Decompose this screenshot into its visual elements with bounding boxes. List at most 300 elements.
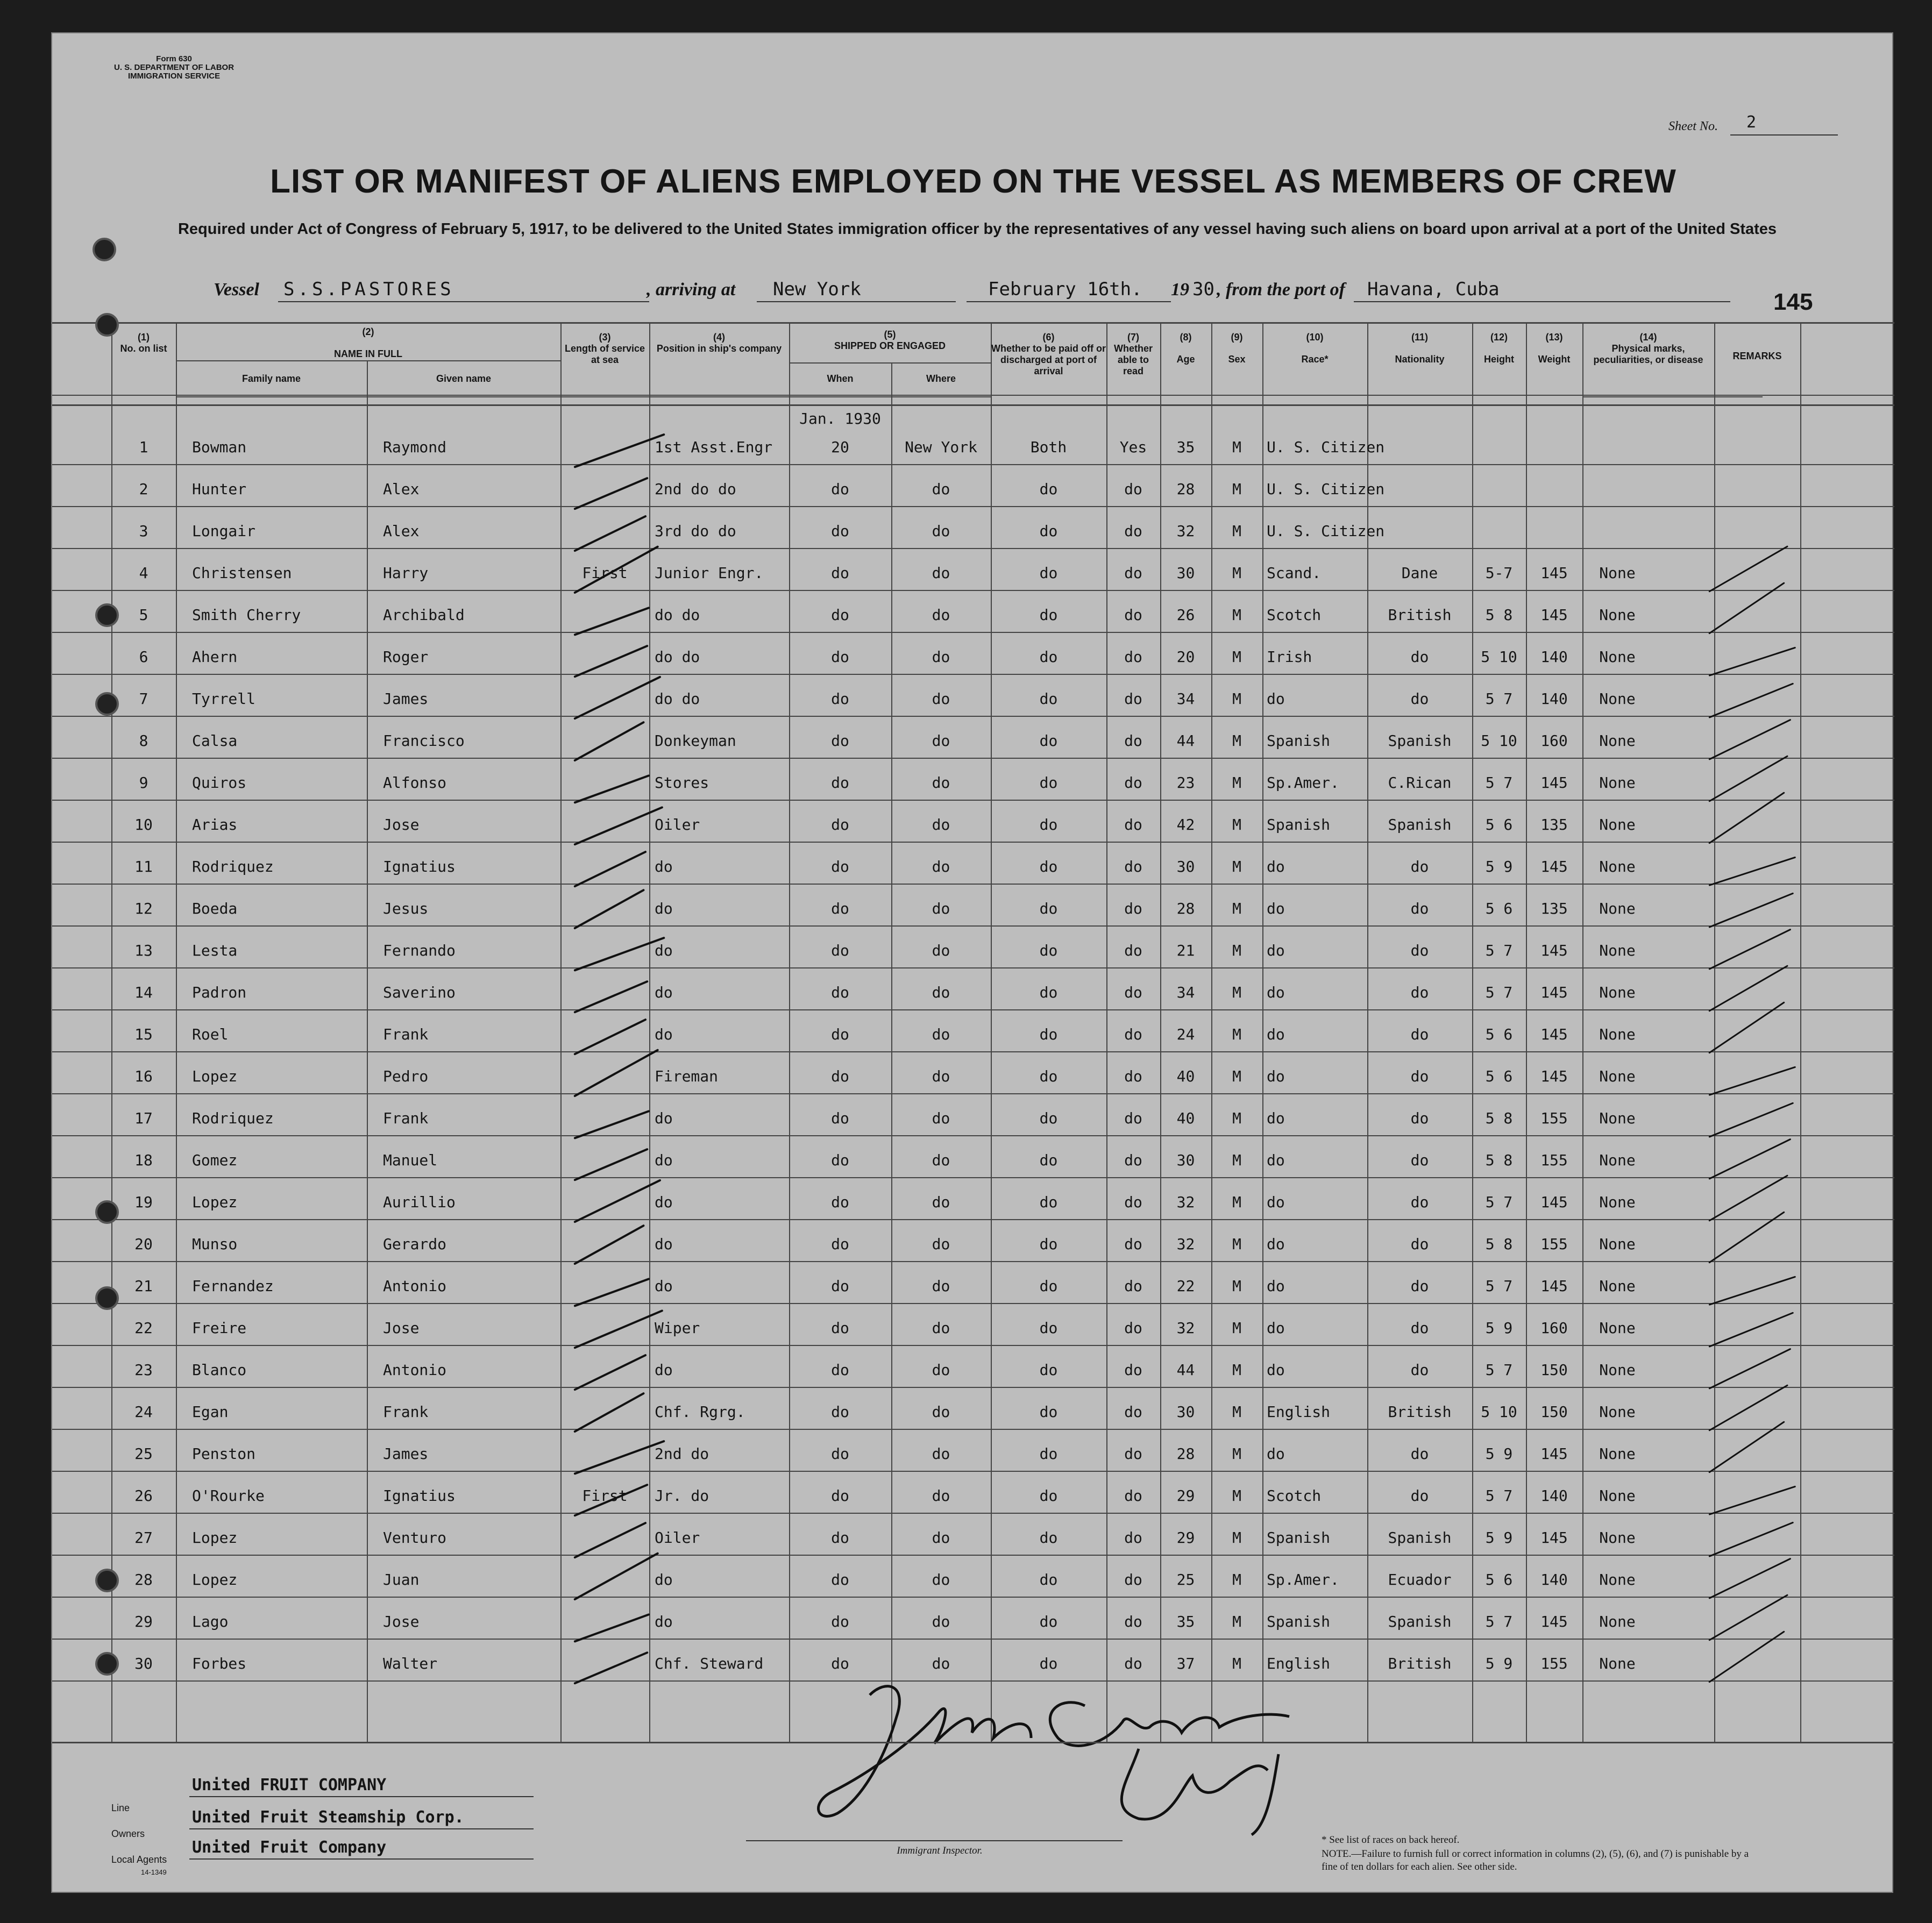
shipped-where: do xyxy=(932,774,950,792)
given-name: Antonio xyxy=(383,1361,447,1379)
row-number: 20 xyxy=(134,1235,153,1253)
race: Spanish xyxy=(1267,816,1331,834)
paid-off: do xyxy=(1039,1319,1058,1337)
position: do xyxy=(655,1361,673,1379)
height: 5-7 xyxy=(1485,564,1513,582)
shipped-where: do xyxy=(932,1025,950,1043)
height: 5 10 xyxy=(1481,1403,1517,1421)
weight: 140 xyxy=(1540,648,1568,666)
age: 32 xyxy=(1176,1235,1195,1253)
check-mark xyxy=(573,980,649,1014)
physical-marks: None xyxy=(1599,1025,1636,1043)
race: do xyxy=(1267,1067,1285,1085)
age: 29 xyxy=(1176,1487,1195,1505)
shipped-when: do xyxy=(831,564,849,582)
given-name: Venturo xyxy=(383,1529,447,1547)
shipped-when: do xyxy=(831,1109,849,1127)
paid-off: do xyxy=(1039,1571,1058,1589)
family-name: Ahern xyxy=(192,648,238,666)
weight: 155 xyxy=(1540,1109,1568,1127)
shipped-where: New York xyxy=(905,438,977,456)
binder-hole xyxy=(93,238,116,261)
col-2-header: (2) NAME IN FULL xyxy=(334,326,402,359)
paid-off: do xyxy=(1039,1109,1058,1127)
race: U. S. Citizen xyxy=(1267,522,1385,540)
shipped-when: do xyxy=(831,816,849,834)
family-name: O'Rourke xyxy=(192,1487,265,1505)
race: Scotch xyxy=(1267,606,1322,624)
weight: 145 xyxy=(1540,1445,1568,1463)
nationality: do xyxy=(1410,1487,1429,1505)
given-name: Juan xyxy=(383,1571,420,1589)
position: Wiper xyxy=(655,1319,700,1337)
name-header-rule xyxy=(176,360,560,361)
shipped-when: do xyxy=(831,1277,849,1295)
local-agents-value: United Fruit Company xyxy=(192,1838,387,1857)
header-double-rule xyxy=(52,404,1894,406)
row-rule xyxy=(52,884,1894,885)
nationality: do xyxy=(1410,1151,1429,1169)
able-to-read: do xyxy=(1124,900,1142,917)
height: 5 10 xyxy=(1481,648,1517,666)
family-name: Gomez xyxy=(192,1151,238,1169)
family-name: Lesta xyxy=(192,942,238,959)
shipped-where: do xyxy=(932,858,950,875)
row-number: 9 xyxy=(139,774,148,792)
check-mark xyxy=(1708,1312,1794,1347)
physical-marks: None xyxy=(1599,1445,1636,1463)
arrival-date: February 16th. xyxy=(988,279,1142,300)
race: do xyxy=(1267,1361,1285,1379)
check-mark xyxy=(1708,1384,1788,1431)
race: do xyxy=(1267,1025,1285,1043)
paid-off: do xyxy=(1039,816,1058,834)
col-3-header: (3) Length of service at sea xyxy=(564,332,645,365)
physical-marks: None xyxy=(1599,1571,1636,1589)
col-9-header: (9) Sex xyxy=(1228,332,1246,365)
given-name: Frank xyxy=(383,1109,429,1127)
physical-marks: None xyxy=(1599,564,1636,582)
row-number: 10 xyxy=(134,816,153,834)
position: do do xyxy=(655,606,700,624)
age: 24 xyxy=(1176,1025,1195,1043)
check-mark xyxy=(1708,1174,1788,1222)
local-agents-label: Local Agents xyxy=(111,1854,167,1865)
able-to-read: do xyxy=(1124,690,1142,708)
physical-marks: None xyxy=(1599,732,1636,750)
shipped-when: do xyxy=(831,1319,849,1337)
family-name: Blanco xyxy=(192,1361,247,1379)
sex: M xyxy=(1232,480,1241,498)
shipped-where: do xyxy=(932,1235,950,1253)
row-rule xyxy=(52,716,1894,717)
given-name: Walter xyxy=(383,1655,438,1672)
shipped-where: do xyxy=(932,1613,950,1630)
race: do xyxy=(1267,900,1285,917)
paid-off: do xyxy=(1039,1361,1058,1379)
row-number: 24 xyxy=(134,1403,153,1421)
binder-hole xyxy=(95,1652,119,1676)
family-name: Quiros xyxy=(192,774,247,792)
binder-hole xyxy=(95,692,119,716)
height: 5 9 xyxy=(1485,1529,1513,1547)
family-name: Smith Cherry xyxy=(192,606,301,624)
height: 5 8 xyxy=(1485,1109,1513,1127)
shipped-when: do xyxy=(831,858,849,875)
physical-marks: None xyxy=(1599,690,1636,708)
family-name: Lopez xyxy=(192,1529,238,1547)
check-mark xyxy=(573,1392,645,1433)
family-name: Tyrrell xyxy=(192,690,256,708)
physical-marks: None xyxy=(1599,774,1636,792)
sex: M xyxy=(1232,858,1241,875)
race: do xyxy=(1267,690,1285,708)
weight: 145 xyxy=(1540,858,1568,875)
check-mark xyxy=(573,1521,647,1558)
shipped-when: do xyxy=(831,648,849,666)
able-to-read: do xyxy=(1124,1025,1142,1043)
check-mark xyxy=(1708,1348,1791,1390)
family-name: Freire xyxy=(192,1319,247,1337)
col-13-header: (13) Weight xyxy=(1538,332,1571,365)
given-name: Jose xyxy=(383,816,420,834)
position: 2nd do do xyxy=(655,480,736,498)
given-name: James xyxy=(383,690,429,708)
shipped-when: do xyxy=(831,522,849,540)
physical-marks: None xyxy=(1599,1655,1636,1672)
check-mark xyxy=(573,1440,665,1475)
row-number: 26 xyxy=(134,1487,153,1505)
position: do xyxy=(655,900,673,917)
check-mark xyxy=(1708,929,1791,970)
given-name: Jesus xyxy=(383,900,429,917)
paid-off: do xyxy=(1039,690,1058,708)
row-rule xyxy=(52,590,1894,591)
nationality: C.Rican xyxy=(1388,774,1452,792)
family-name: Calsa xyxy=(192,732,238,750)
shipped-where: do xyxy=(932,942,950,959)
weight: 145 xyxy=(1540,774,1568,792)
race: do xyxy=(1267,1235,1285,1253)
paid-off: do xyxy=(1039,648,1058,666)
check-mark xyxy=(1708,892,1794,928)
physical-marks: None xyxy=(1599,942,1636,959)
shipped-where: do xyxy=(932,1067,950,1085)
shipped-where: do xyxy=(932,606,950,624)
sex: M xyxy=(1232,1235,1241,1253)
able-to-read: do xyxy=(1124,858,1142,875)
row-number: 7 xyxy=(139,690,148,708)
race: do xyxy=(1267,942,1285,959)
arrival-year: 30 xyxy=(1192,279,1214,300)
weight: 145 xyxy=(1540,1193,1568,1211)
height: 5 7 xyxy=(1485,942,1513,959)
col-6-header: (6) Whether to be paid off or discharged at port of arrival xyxy=(991,332,1106,376)
row-number: 28 xyxy=(134,1571,153,1589)
family-name: Roel xyxy=(192,1025,229,1043)
row-number: 2 xyxy=(139,480,148,498)
given-name: Ignatius xyxy=(383,858,456,875)
sex: M xyxy=(1232,1319,1241,1337)
weight: 150 xyxy=(1540,1361,1568,1379)
family-name: Boeda xyxy=(192,900,238,917)
position: do xyxy=(655,942,673,959)
shipped-when: do xyxy=(831,1613,849,1630)
given-name: Antonio xyxy=(383,1277,447,1295)
from-port-label: , from the port of xyxy=(1217,280,1345,300)
row-rule xyxy=(52,1345,1894,1346)
nationality: do xyxy=(1410,984,1429,1001)
row-number: 15 xyxy=(134,1025,153,1043)
age: 20 xyxy=(1176,648,1195,666)
family-name: Lago xyxy=(192,1613,229,1630)
race: do xyxy=(1267,1445,1285,1463)
given-name: Roger xyxy=(383,648,429,666)
race: Sp.Amer. xyxy=(1267,774,1339,792)
inspector-signature-line xyxy=(746,1840,1123,1841)
height: 5 6 xyxy=(1485,900,1513,917)
age: 34 xyxy=(1176,984,1195,1001)
row-number: 30 xyxy=(134,1655,153,1672)
row-number: 12 xyxy=(134,900,153,917)
age: 30 xyxy=(1176,858,1195,875)
form-identifier xyxy=(114,55,234,81)
given-name: Gerardo xyxy=(383,1235,447,1253)
given-name: Jose xyxy=(383,1319,420,1337)
binder-hole xyxy=(95,1569,119,1592)
shipped-when: do xyxy=(831,480,849,498)
age: 32 xyxy=(1176,1193,1195,1211)
family-name: Lopez xyxy=(192,1193,238,1211)
family-name: Hunter xyxy=(192,480,247,498)
owners-value: United Fruit Steamship Corp. xyxy=(192,1808,464,1827)
nationality: do xyxy=(1410,1361,1429,1379)
nationality: Spanish xyxy=(1388,732,1452,750)
shipped-where: do xyxy=(932,1361,950,1379)
physical-marks: None xyxy=(1599,648,1636,666)
height: 5 8 xyxy=(1485,1151,1513,1169)
race: do xyxy=(1267,1193,1285,1211)
race: Irish xyxy=(1267,648,1312,666)
shipped-where: do xyxy=(932,1319,950,1337)
shipped-when: do xyxy=(831,900,849,917)
row-rule xyxy=(52,758,1894,759)
shipped-where: do xyxy=(932,732,950,750)
shipped-when-header: When xyxy=(827,373,854,384)
age: 30 xyxy=(1176,564,1195,582)
age: 21 xyxy=(1176,942,1195,959)
position: Oiler xyxy=(655,1529,700,1547)
row-number: 8 xyxy=(139,732,148,750)
shipped-where: do xyxy=(932,1109,950,1127)
binder-hole xyxy=(95,1200,119,1224)
physical-marks: None xyxy=(1599,1361,1636,1379)
age: 28 xyxy=(1176,480,1195,498)
given-name: Francisco xyxy=(383,732,465,750)
sex: M xyxy=(1232,1151,1241,1169)
sex: M xyxy=(1232,1445,1241,1463)
paid-off: do xyxy=(1039,732,1058,750)
age: 29 xyxy=(1176,1529,1195,1547)
weight: 155 xyxy=(1540,1655,1568,1672)
row-number: 27 xyxy=(134,1529,153,1547)
document-title: LIST OR MANIFEST OF ALIENS EMPLOYED ON THE VESSEL AS MEMBERS OF CREW xyxy=(270,163,1677,200)
row-number: 5 xyxy=(139,606,148,624)
race: Spanish xyxy=(1267,1529,1331,1547)
race: Spanish xyxy=(1267,732,1331,750)
check-mark xyxy=(573,889,645,930)
check-mark xyxy=(573,1049,659,1098)
weight: 145 xyxy=(1540,1529,1568,1547)
paid-off: do xyxy=(1039,1445,1058,1463)
shipped-where: do xyxy=(932,480,950,498)
age: 30 xyxy=(1176,1403,1195,1421)
weight: 140 xyxy=(1540,690,1568,708)
row-rule xyxy=(52,842,1894,843)
position: do xyxy=(655,1151,673,1169)
sex: M xyxy=(1232,1067,1241,1085)
col-4-header: (4) Position in ship's company xyxy=(656,332,782,354)
shipped-where: do xyxy=(932,816,950,834)
given-name: Alex xyxy=(383,480,420,498)
row-number: 14 xyxy=(134,984,153,1001)
paid-off: do xyxy=(1039,1529,1058,1547)
age: 30 xyxy=(1176,1151,1195,1169)
given-name: Frank xyxy=(383,1025,429,1043)
service-name: IMMIGRATION SERVICE xyxy=(127,72,221,81)
position: Chf. Rgrg. xyxy=(655,1403,745,1421)
position: do xyxy=(655,1613,673,1630)
vessel-label: Vessel xyxy=(214,280,259,300)
shipped-where: do xyxy=(932,648,950,666)
position: do xyxy=(655,1109,673,1127)
height: 5 9 xyxy=(1485,1445,1513,1463)
age: 32 xyxy=(1176,1319,1195,1337)
position: do do xyxy=(655,648,700,666)
paid-off: do xyxy=(1039,564,1058,582)
able-to-read: do xyxy=(1124,1529,1142,1547)
row-number: 23 xyxy=(134,1361,153,1379)
shipped-when: do xyxy=(831,942,849,959)
sex: M xyxy=(1232,1361,1241,1379)
paid-off: do xyxy=(1039,1193,1058,1211)
sex: M xyxy=(1232,1529,1241,1547)
able-to-read: do xyxy=(1124,816,1142,834)
family-name: Christensen xyxy=(192,564,292,582)
check-mark xyxy=(573,1354,647,1391)
age: 22 xyxy=(1176,1277,1195,1295)
row-rule xyxy=(52,1555,1894,1556)
shipped-where: do xyxy=(932,1571,950,1589)
age: 42 xyxy=(1176,816,1195,834)
physical-marks: None xyxy=(1599,606,1636,624)
shipped-where: do xyxy=(932,522,950,540)
age: 32 xyxy=(1176,522,1195,540)
given-name: Pedro xyxy=(383,1067,429,1085)
check-mark xyxy=(573,645,649,678)
family-name: Egan xyxy=(192,1403,229,1421)
document-subtitle: Required under Act of Congress of February 5, 1917, to be delivered to the United States immigration officer by the representatives of any vessel having such aliens on board upon arrival at a port of the United States xyxy=(177,220,1777,238)
row-number: 29 xyxy=(134,1613,153,1630)
weight: 160 xyxy=(1540,732,1568,750)
length-of-service: First xyxy=(582,1487,628,1505)
sex: M xyxy=(1232,732,1241,750)
age: 37 xyxy=(1176,1655,1195,1672)
sex: M xyxy=(1232,1571,1241,1589)
able-to-read: do xyxy=(1124,1151,1142,1169)
check-mark xyxy=(1708,1138,1791,1180)
shipped-where: do xyxy=(932,1151,950,1169)
nationality: Dane xyxy=(1401,564,1438,582)
vessel-underline xyxy=(278,301,649,302)
shipped-when: do xyxy=(831,1529,849,1547)
shipped-header-rule xyxy=(789,362,991,364)
sex: M xyxy=(1232,1109,1241,1127)
height: 5 7 xyxy=(1485,774,1513,792)
marks-subheader-rule xyxy=(1582,396,1763,397)
physical-marks: None xyxy=(1599,1277,1636,1295)
shipped-when: do xyxy=(831,690,849,708)
weight: 145 xyxy=(1540,1613,1568,1630)
binder-hole xyxy=(95,313,119,337)
family-name: Rodriquez xyxy=(192,1109,274,1127)
physical-marks: None xyxy=(1599,1151,1636,1169)
able-to-read: do xyxy=(1124,564,1142,582)
check-mark xyxy=(1708,755,1788,802)
sex: M xyxy=(1232,900,1241,917)
sex: M xyxy=(1232,1487,1241,1505)
nationality: do xyxy=(1410,1319,1429,1337)
check-mark xyxy=(1709,1486,1796,1515)
physical-marks: None xyxy=(1599,1193,1636,1211)
height: 5 7 xyxy=(1485,1487,1513,1505)
position: do xyxy=(655,1025,673,1043)
position: Fireman xyxy=(655,1067,719,1085)
check-mark xyxy=(573,477,649,510)
position: Junior Engr. xyxy=(655,564,764,582)
shipped-when: do xyxy=(831,984,849,1001)
shipped-where: do xyxy=(932,564,950,582)
race: do xyxy=(1267,1277,1285,1295)
race: Scand. xyxy=(1267,564,1322,582)
physical-marks: None xyxy=(1599,1319,1636,1337)
weight: 145 xyxy=(1540,942,1568,959)
position: Donkeyman xyxy=(655,732,736,750)
shipped-where: do xyxy=(932,1655,950,1672)
paid-off: do xyxy=(1039,522,1058,540)
departure-port: Havana, Cuba xyxy=(1367,279,1500,300)
department-name: U. S. DEPARTMENT OF LABOR xyxy=(114,63,235,72)
height: 5 9 xyxy=(1485,1319,1513,1337)
family-name: Longair xyxy=(192,522,256,540)
given-name: Fernando xyxy=(383,942,456,959)
sheet-number: 2 xyxy=(1746,113,1757,132)
shipped-when: do xyxy=(831,1193,849,1211)
able-to-read: do xyxy=(1124,732,1142,750)
paid-off: do xyxy=(1039,774,1058,792)
weight: 135 xyxy=(1540,816,1568,834)
race: Scotch xyxy=(1267,1487,1322,1505)
shipped-where: do xyxy=(932,1193,950,1211)
col-14-header: (14) Physical marks, peculiarities, or disease xyxy=(1593,332,1703,365)
row-number: 18 xyxy=(134,1151,153,1169)
check-mark xyxy=(1708,1102,1794,1137)
shipped-when: do xyxy=(831,1235,849,1253)
nationality: do xyxy=(1410,942,1429,959)
able-to-read: do xyxy=(1124,648,1142,666)
check-mark xyxy=(573,937,665,972)
sex: M xyxy=(1232,1655,1241,1672)
